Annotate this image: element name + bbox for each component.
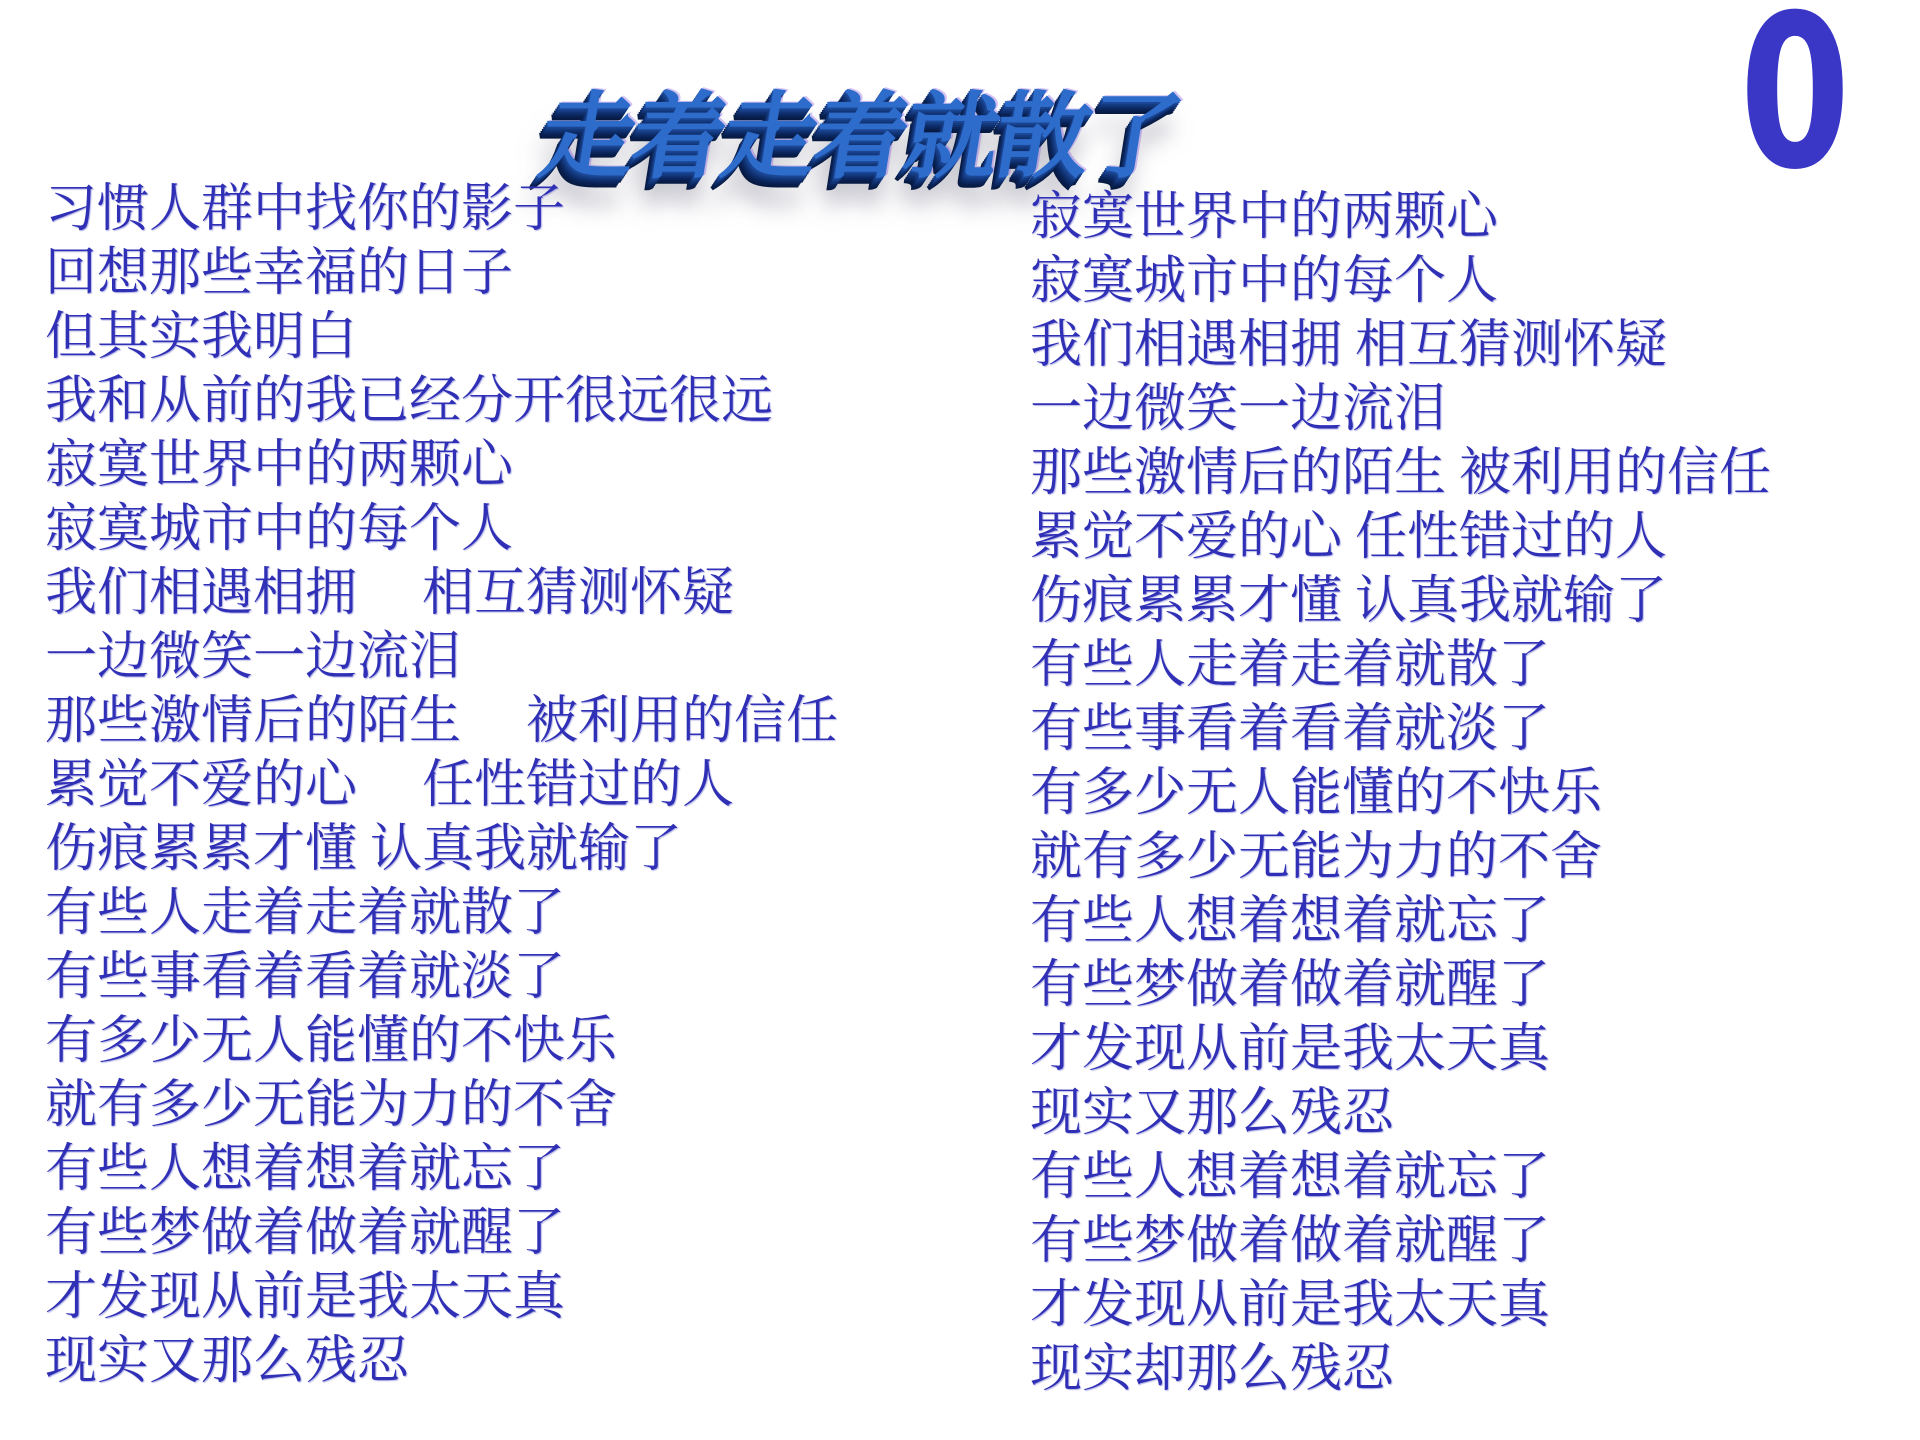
lyric-line: 现实却那么残忍 xyxy=(1030,1341,1395,1398)
lyric-line: 那些激情后的陌生 被利用的信任 xyxy=(1030,445,1772,502)
lyric-line: 就有多少无能为力的不舍 xyxy=(45,1077,618,1134)
lyric-line: 有些人想着想着就忘了 xyxy=(1030,1149,1551,1206)
lyric-line: 现实又那么残忍 xyxy=(1030,1085,1395,1142)
lyrics-column-left xyxy=(45,178,838,1394)
lyrics-column-right xyxy=(1030,186,1771,1402)
lyric-line: 但其实我明白 xyxy=(45,309,358,366)
lyric-line: 才发现从前是我太天真 xyxy=(1030,1277,1551,1334)
page-number-zero xyxy=(1715,0,1875,190)
lyric-line: 有些梦做着做着就醒了 xyxy=(1030,957,1551,1014)
page-number-text: 0 xyxy=(1739,0,1851,190)
lyric-line: 寂寞城市中的每个人 xyxy=(1030,253,1499,310)
lyric-line: 有些人想着想着就忘了 xyxy=(45,1141,566,1198)
lyric-line: 累觉不爱的心 任性错过的人 xyxy=(45,757,735,814)
lyric-line: 现实又那么残忍 xyxy=(45,1333,410,1390)
lyric-line: 就有多少无能为力的不舍 xyxy=(1030,829,1603,886)
lyric-line: 有些梦做着做着就醒了 xyxy=(45,1205,566,1262)
lyric-line: 有多少无人能懂的不快乐 xyxy=(45,1013,618,1070)
lyric-line: 一边微笑一边流泪 xyxy=(45,629,462,686)
lyric-line: 有些人想着想着就忘了 xyxy=(1030,893,1551,950)
lyric-line: 寂寞世界中的两颗心 xyxy=(45,437,514,494)
lyric-line: 寂寞世界中的两颗心 xyxy=(1030,189,1499,246)
lyric-line: 一边微笑一边流泪 xyxy=(1030,381,1447,438)
lyric-line: 那些激情后的陌生 被利用的信任 xyxy=(45,693,839,750)
lyric-line: 有些事看着看着就淡了 xyxy=(45,949,566,1006)
lyric-line: 有些人走着走着就散了 xyxy=(1030,637,1551,694)
lyric-line: 才发现从前是我太天真 xyxy=(1030,1021,1551,1078)
lyric-line: 我们相遇相拥 相互猜测怀疑 xyxy=(1030,317,1668,374)
lyric-line: 有些人走着走着就散了 xyxy=(45,885,566,942)
lyric-line: 我们相遇相拥 相互猜测怀疑 xyxy=(45,565,735,622)
lyric-line: 才发现从前是我太天真 xyxy=(45,1269,566,1326)
lyric-line: 累觉不爱的心 任性错过的人 xyxy=(1030,509,1668,566)
lyric-line: 寂寞城市中的每个人 xyxy=(45,501,514,558)
lyric-line: 习惯人群中找你的影子 xyxy=(45,181,566,238)
lyric-line: 伤痕累累才懂 认真我就输了 xyxy=(45,821,683,878)
lyric-line: 有多少无人能懂的不快乐 xyxy=(1030,765,1603,822)
lyric-line: 我和从前的我已经分开很远很远 xyxy=(45,373,774,430)
lyric-line: 回想那些幸福的日子 xyxy=(45,245,514,302)
lyric-line: 伤痕累累才懂 认真我就输了 xyxy=(1030,573,1668,630)
lyric-line: 有些事看着看着就淡了 xyxy=(1030,701,1551,758)
slide-title: 走着走着就散了 xyxy=(533,83,1187,189)
lyric-line: 有些梦做着做着就醒了 xyxy=(1030,1213,1551,1270)
